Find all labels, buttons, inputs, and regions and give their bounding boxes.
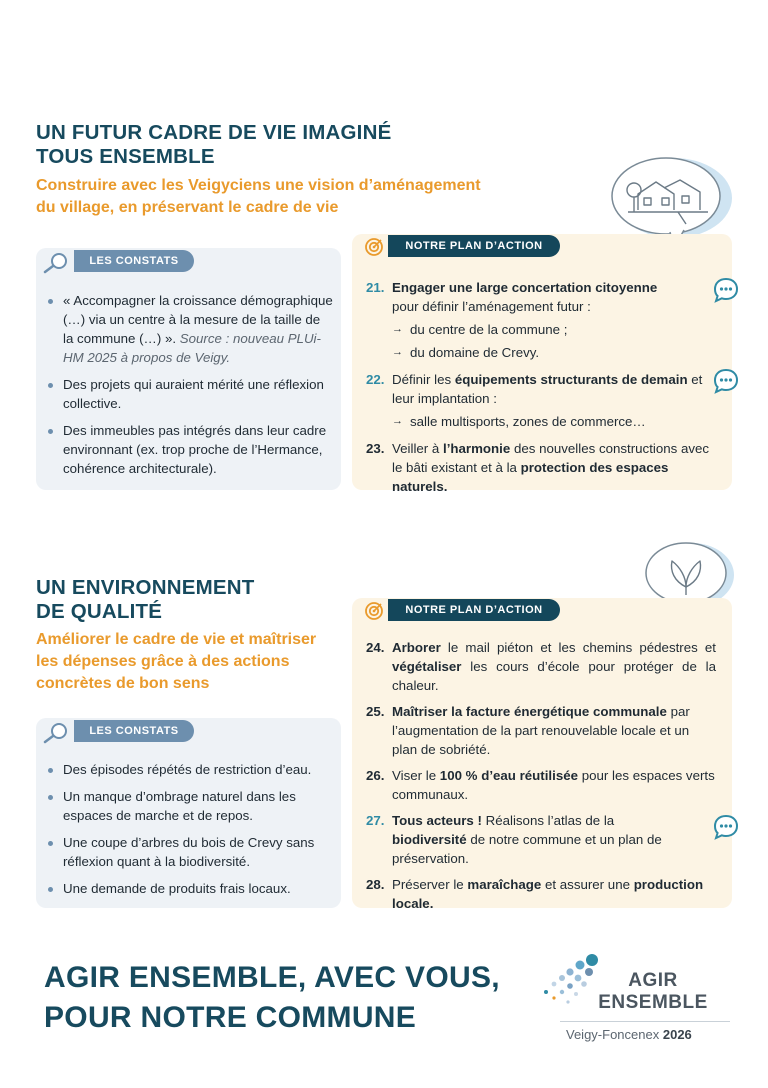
section1-subtitle	[36, 175, 481, 219]
action-27: 27. Tous acteurs ! Réalisons l’atlas de la biodiversité de notre commune et un plan de préservation.	[366, 813, 662, 866]
plan-label-1: NOTRE PLAN D’ACTION	[388, 235, 560, 257]
footer-slogan-line1: AGIR ENSEMBLE, AVEC VOUS,	[44, 961, 500, 994]
target-icon	[364, 237, 384, 257]
section2-title-line2: DE QUALITÉ	[36, 600, 163, 623]
year: 2026	[662, 1027, 692, 1042]
action-28: 28. Préserver le maraîchage et assurer une production locale.	[366, 877, 704, 911]
footer-slogan	[44, 958, 500, 1038]
action-24: 24. Arborer le mail piéton et les chemins pédestres et végétaliser les cours d’école pour protéger de la chaleur.	[366, 640, 716, 693]
section2-subtitle	[36, 629, 316, 695]
logo-dots-icon	[540, 950, 606, 1010]
section2-subtitle-line1: Améliorer le cadre de vie et maîtriser	[36, 631, 317, 648]
action-21: 21. Engager une large concertation citoyenne pour définir l’aménagement futur : → du centre de la commune ; → du domaine de Crevy.	[366, 278, 716, 362]
action-22: 22. Définir les équipements structurants de demain et leur implantation : → salle multisports, zones de commerce…	[366, 370, 716, 431]
section1-title	[36, 121, 391, 169]
section1-title-line2: TOUS ENSEMBLE	[36, 145, 215, 168]
list-item: Une demande de produits frais locaux.	[38, 879, 328, 898]
action-22-sub-1: → salle multisports, zones de commerce…	[392, 412, 716, 431]
actions-list-2	[366, 638, 716, 913]
town-name: Veigy-Foncenex	[566, 1027, 660, 1042]
magnifier-icon	[42, 252, 70, 274]
section1-subtitle-line1: Construire avec les Veigyciens une vision d’aménagement	[36, 177, 481, 194]
section1-subtitle-line2: du village, en préservant le cadre de vie	[36, 199, 339, 216]
logo-town-year	[566, 1027, 726, 1042]
constats-list-2	[38, 760, 328, 906]
actions-list-1	[366, 278, 716, 496]
action-26: 26. Viser le 100 % d’eau réutilisée pour les espaces verts communaux.	[366, 768, 715, 802]
list-item: Des épisodes répétés de restriction d’eau.	[38, 760, 328, 779]
logo-text	[598, 970, 708, 1014]
constats-label-2: LES CONSTATS	[74, 720, 194, 742]
action-23: 23. Veiller à l’harmonie des nouvelles constructions avec le bâti existant et à la protection des espaces naturels.	[366, 441, 710, 494]
section2-subtitle-line2: les dépenses grâce à des actions	[36, 653, 290, 670]
chat-bubble-icon	[712, 813, 740, 841]
list-item: « Accompagner la croissance démographique (…) via un centre à la mesure de la taille de la commune (…) ». Source : nouveau PLUi-HM 2025 à propos de Veigy.	[38, 291, 334, 367]
logo-divider	[560, 1021, 730, 1022]
target-icon	[364, 601, 384, 621]
footer-slogan-line2: POUR NOTRE COMMUNE	[44, 1001, 417, 1034]
magnifier-icon	[42, 722, 70, 744]
chat-bubble-icon	[712, 276, 740, 304]
action-21-sub-2: → du domaine de Crevy.	[392, 343, 716, 362]
section2-subtitle-line3: concrètes de bon sens	[36, 675, 210, 692]
list-item: Des projets qui auraient mérité une réflexion collective.	[38, 375, 334, 413]
section1-title-line1: UN FUTUR CADRE DE VIE IMAGINÉ	[36, 121, 392, 144]
section2-title	[36, 576, 254, 624]
list-item: Une coupe d’arbres du bois de Crevy sans réflexion quant à la biodiversité.	[38, 833, 328, 871]
logo-line2: ENSEMBLE	[598, 992, 708, 1013]
action-21-sub-1: → du centre de la commune ;	[392, 320, 716, 339]
logo-line1: AGIR	[628, 970, 678, 991]
constats-list-1	[38, 291, 334, 486]
list-item: Des immeubles pas intégrés dans leur cadre environnant (ex. trop proche de l’Hermance, cohérence architecturale).	[38, 421, 334, 478]
list-item: Un manque d’ombrage naturel dans les espaces de marche et de repos.	[38, 787, 328, 825]
chat-bubble-icon	[712, 367, 740, 395]
plan-label-2: NOTRE PLAN D’ACTION	[388, 599, 560, 621]
constats-label-1: LES CONSTATS	[74, 250, 194, 272]
section2-title-line1: UN ENVIRONNEMENT	[36, 576, 255, 599]
action-25: 25. Maîtriser la facture énergétique communale par l’augmentation de la part renouvelable locale et un plan de sobriété.	[366, 704, 690, 757]
